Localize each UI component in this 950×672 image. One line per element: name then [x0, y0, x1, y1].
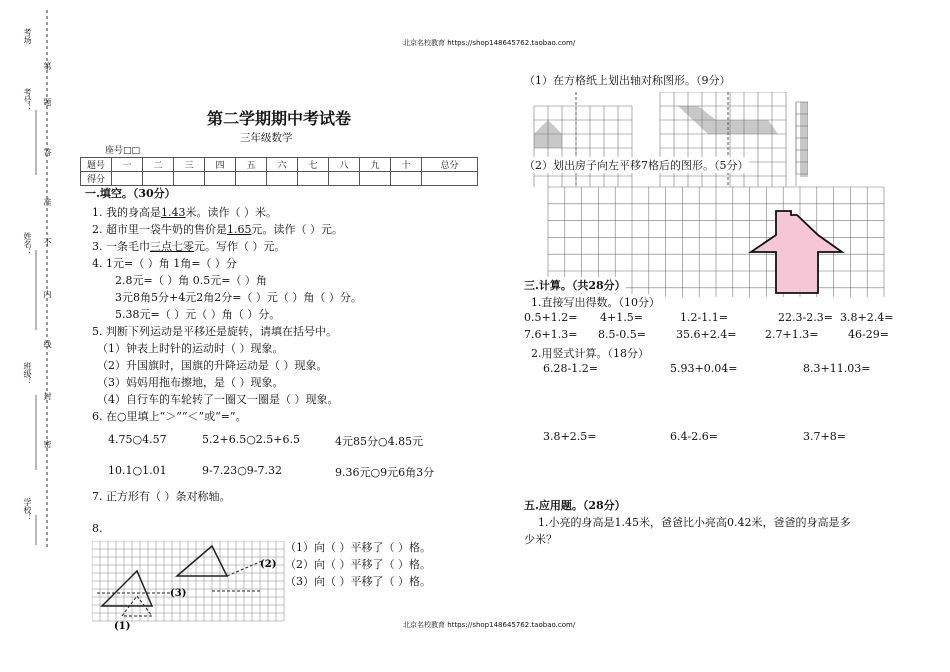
- score-header-cell: 二: [143, 158, 174, 172]
- word-problem-line-1: 1.小亮的身高是1.45米，爸爸比小亮高0.42米，爸爸的身高是多: [538, 516, 851, 529]
- calc-item: 3.8+2.4=: [840, 311, 894, 324]
- binding-char: 密: [43, 440, 52, 448]
- underlined-value: 三点七零: [150, 240, 194, 253]
- question-8-2: （2）向（ ）平移了（ ）格。: [285, 558, 431, 571]
- symmetry-grid-3-cells: [796, 102, 808, 174]
- question-1: 1. 我的身高是1.43米。读作（ ）米。: [92, 206, 277, 219]
- compare-item: 4.75○4.57: [108, 433, 167, 446]
- score-header-cell: 三: [174, 158, 205, 172]
- binding-char: 封: [43, 392, 52, 400]
- question-4c: 3元8角5分+4元2角2分=（ ）元（ ）角（ ）分。: [115, 291, 362, 304]
- section-3-sub-1: 1.直接写出得数。（10分）: [531, 296, 660, 309]
- triangle-original: [102, 571, 152, 606]
- vertical-calc-item: 8.3+11.03=: [803, 362, 871, 375]
- page-subtitle: 三年级数学: [240, 132, 293, 144]
- question-4d: 5.38元=（ ）元（ ）角（ ）分。: [115, 308, 281, 321]
- q8-grid-lines: [92, 541, 284, 621]
- section-2-part-1: （1）在方格纸上划出轴对称图形。（9分）: [524, 74, 731, 87]
- question-8-3: （3）向（ ）平移了（ ）格。: [285, 575, 431, 588]
- score-cell[interactable]: [205, 172, 236, 186]
- symmetry-grid-1-lines: [534, 106, 632, 187]
- question-7: 7. 正方形有（ ）条对称轴。: [92, 490, 231, 503]
- seat-number: 座号□□: [105, 146, 141, 156]
- binding-char: 第: [43, 62, 52, 70]
- score-table-header-row: [81, 158, 478, 172]
- section-2-part-2: （2）划出房子向左平移7格后的图形。（5分）: [524, 159, 749, 172]
- question-8-1: （1）向（ ）平移了（ ）格。: [285, 541, 431, 554]
- section-1-heading: 一.填空。（30分）: [85, 187, 176, 200]
- house-shape: [751, 211, 842, 293]
- question-5-1: （1）钟表上时针的运动时（ ）现象。: [97, 342, 284, 355]
- binding-char: 内: [43, 290, 52, 298]
- score-cell[interactable]: [267, 172, 298, 186]
- score-table-score-row: [81, 172, 478, 186]
- score-row-label: 得分: [81, 172, 112, 186]
- translation-grid-figure: [92, 541, 292, 631]
- binding-char: 线: [43, 340, 52, 348]
- score-cell[interactable]: [360, 172, 391, 186]
- question-2: 2. 超市里一袋牛奶的售价是1.65元。读作（ ）元。: [92, 223, 343, 236]
- calc-item: 2.7+1.3=: [765, 328, 819, 341]
- binding-label-school: 学校：: [23, 498, 32, 522]
- binding-label-kaohao: 考号：: [23, 88, 32, 112]
- score-header-cell: 九: [360, 158, 391, 172]
- vertical-calc-item: 5.93+0.04=: [670, 362, 738, 375]
- question-4b: 2.8元=（ ）角 0.5元=（ ）角: [115, 274, 267, 287]
- figure-label: (3): [170, 588, 187, 599]
- vertical-calc-item: 3.7+8=: [803, 430, 846, 443]
- score-header-cell: 四: [205, 158, 236, 172]
- question-5-3: （3）妈妈用拖布擦地，是（ ）现象。: [97, 376, 284, 389]
- calc-item: 22.3-2.3=: [778, 311, 833, 324]
- score-cell[interactable]: [329, 172, 360, 186]
- binding-label-class: 班级：: [23, 362, 32, 386]
- score-header-cell: 一: [112, 158, 143, 172]
- binding-label-kaochang: 考场: [23, 28, 32, 44]
- score-header-cell: 十: [391, 158, 422, 172]
- figure-label: (1): [114, 621, 131, 631]
- binding-char: 准: [43, 198, 52, 206]
- footer-watermark: 北京名校教育 https://shop148645762.taobao.com/: [403, 621, 576, 629]
- figure-label: (2): [260, 559, 277, 570]
- calc-item: 7.6+1.3=: [524, 328, 578, 341]
- question-5-4: （4）自行车的车轮转了一圈又一圈是（ ）现象。: [97, 393, 339, 406]
- binding-char: 不: [43, 238, 52, 246]
- score-cell[interactable]: [112, 172, 143, 186]
- score-cell[interactable]: [391, 172, 422, 186]
- compare-item: 10.1○1.01: [108, 464, 167, 477]
- vertical-calc-item: 3.8+2.5=: [543, 430, 597, 443]
- header-watermark: 北京名校教育 https://shop148645762.taobao.com/: [403, 39, 576, 47]
- calc-item: 1.2-1.1=: [680, 311, 728, 324]
- score-cell[interactable]: [298, 172, 329, 186]
- triangle-shifted: [177, 546, 227, 576]
- question-6: 6. 在○里填上“＞”“＜”或“=”。: [92, 410, 247, 423]
- underlined-value: 1.65: [227, 223, 252, 236]
- section-5-heading: 五.应用题。（28分）: [524, 499, 626, 512]
- score-header-cell: 五: [236, 158, 267, 172]
- score-header-cell: 总分: [422, 158, 478, 172]
- calc-item: 35.6+2.4=: [676, 328, 737, 341]
- question-5-2: （2）升国旗时，国旗的升降运动是（ ）现象。: [97, 359, 328, 372]
- question-3: 3. 一条毛巾三点七零元。写作（ ）元。: [92, 240, 286, 253]
- score-header-cell: 八: [329, 158, 360, 172]
- binding-char: 答: [43, 148, 52, 156]
- section-3-heading: 三.计算。（共28分）: [524, 279, 626, 292]
- binding-label-name: 姓名：: [23, 232, 32, 256]
- compare-item: 5.2+6.5○2.5+6.5: [202, 433, 301, 446]
- section-3-sub-2: 2.用竖式计算。（18分）: [531, 347, 649, 360]
- vertical-calc-item: 6.4-2.6=: [670, 430, 718, 443]
- page-title: 第二学期期中考试卷: [207, 109, 352, 128]
- calc-item: 4+1.5=: [600, 311, 643, 324]
- score-header-cell: 六: [267, 158, 298, 172]
- compare-item: 4元85分○4.85元: [335, 435, 424, 448]
- question-4a: 4. 1元=（ ）角 1角=（ ）分: [92, 257, 237, 270]
- score-table: [80, 157, 478, 186]
- score-header-cell: 题号: [81, 158, 112, 172]
- score-cell[interactable]: [143, 172, 174, 186]
- calc-item: 46-29=: [848, 328, 889, 341]
- score-header-cell: 七: [298, 158, 329, 172]
- binding-char: 题: [43, 98, 52, 106]
- word-problem-line-2: 少米？: [524, 533, 557, 546]
- score-cell[interactable]: [422, 172, 478, 186]
- compare-item: 9-7.23○9-7.32: [202, 464, 283, 477]
- compare-item: 9.36元○9元6角3分: [335, 466, 435, 479]
- vertical-calc-item: 6.28-1.2=: [543, 362, 598, 375]
- binding-blank-lines: [20, 0, 60, 600]
- calc-item: 8.5-0.5=: [598, 328, 646, 341]
- question-8: 8.: [92, 522, 103, 535]
- score-cell[interactable]: [174, 172, 205, 186]
- underlined-value: 1.43: [161, 206, 186, 219]
- calc-item: 0.5+1.2=: [524, 311, 578, 324]
- question-5: 5. 判断下列运动是平移还是旋转，请填在括号中。: [92, 325, 337, 338]
- score-cell[interactable]: [236, 172, 267, 186]
